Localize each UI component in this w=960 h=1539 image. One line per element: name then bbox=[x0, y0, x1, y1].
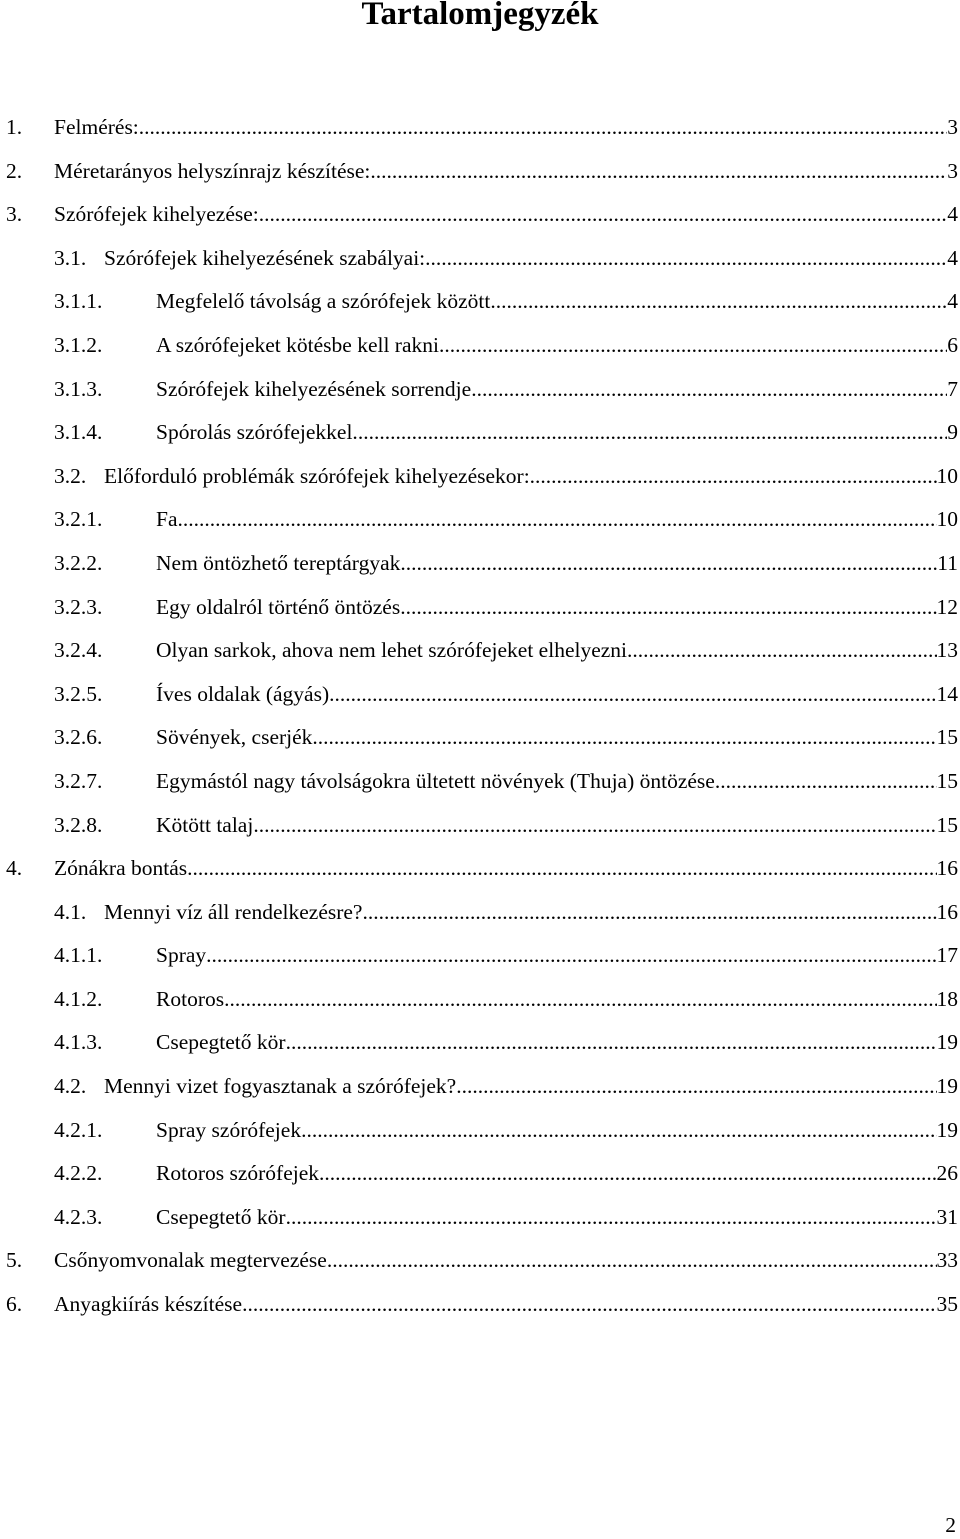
toc-entry[interactable] bbox=[0, 1065, 960, 1109]
toc-entry[interactable] bbox=[0, 280, 960, 324]
toc-entry-title: Egymástól nagy távolságokra ültetett növények (Thuja) öntözése bbox=[156, 768, 715, 793]
toc-entry-line bbox=[156, 766, 958, 796]
dot-leader bbox=[358, 417, 947, 447]
toc-entry-number: 4.2.3. bbox=[54, 1204, 103, 1229]
toc-entry-line bbox=[156, 679, 958, 709]
toc-entry-page: 18 bbox=[936, 986, 958, 1011]
toc-entry-page: 31 bbox=[936, 1204, 958, 1229]
toc-entry-page: 11 bbox=[937, 550, 958, 575]
toc-entry[interactable] bbox=[0, 673, 960, 717]
toc-entry-line bbox=[54, 156, 958, 186]
dot-leader bbox=[224, 984, 936, 1014]
toc-entry-number: 5. bbox=[6, 1248, 23, 1273]
toc-entry[interactable] bbox=[0, 1283, 960, 1327]
toc-entry[interactable] bbox=[0, 1021, 960, 1065]
dot-leader bbox=[362, 897, 936, 927]
toc-entry-page: 16 bbox=[936, 899, 958, 924]
toc-entry[interactable] bbox=[0, 760, 960, 804]
toc-entry-number: 4.2. bbox=[54, 1074, 87, 1099]
toc-entry-number: 4.1.2. bbox=[54, 986, 103, 1011]
toc-entry[interactable] bbox=[0, 629, 960, 673]
toc-entry-page: 15 bbox=[936, 812, 958, 837]
toc-entry-page: 15 bbox=[936, 768, 958, 793]
toc-entry-line bbox=[156, 374, 958, 404]
dot-leader bbox=[444, 330, 947, 360]
toc-entry-title: Anyagkiírás készítése bbox=[54, 1292, 243, 1317]
toc-entry[interactable] bbox=[0, 1152, 960, 1196]
toc-entry-page: 16 bbox=[936, 856, 958, 881]
toc-entry-number: 4.2.2. bbox=[54, 1161, 103, 1186]
page-title: Tartalomjegyzék bbox=[361, 0, 599, 32]
dot-leader bbox=[187, 853, 936, 883]
toc-entry-page: 7 bbox=[947, 376, 958, 401]
toc-entry-page: 26 bbox=[936, 1161, 958, 1186]
toc-entry-line bbox=[156, 722, 958, 752]
dot-leader bbox=[530, 461, 937, 491]
dot-leader bbox=[715, 766, 937, 796]
dot-leader bbox=[627, 635, 936, 665]
toc-entry-number: 3. bbox=[6, 202, 23, 227]
toc-entry-number: 4.1. bbox=[54, 899, 87, 924]
toc-entry-line bbox=[156, 940, 958, 970]
dot-leader bbox=[206, 940, 936, 970]
toc-entry[interactable] bbox=[0, 237, 960, 281]
toc-entry-page: 19 bbox=[936, 1117, 958, 1142]
toc-entry-line bbox=[156, 548, 958, 578]
toc-entry[interactable] bbox=[0, 498, 960, 542]
toc-entry-title: Sövények, cserjék bbox=[156, 725, 313, 750]
toc-entry-page: 10 bbox=[936, 507, 958, 532]
dot-leader bbox=[327, 1245, 937, 1275]
toc-entry-number: 3.2.6. bbox=[54, 725, 103, 750]
dot-leader bbox=[242, 1289, 936, 1319]
toc-entry-line bbox=[156, 810, 958, 840]
toc-entry-title: Rotoros szórófejek bbox=[156, 1161, 320, 1186]
toc-entry[interactable] bbox=[0, 1109, 960, 1153]
dot-leader bbox=[319, 1158, 936, 1188]
toc-entry-line bbox=[156, 1158, 958, 1188]
toc-entry-line bbox=[156, 286, 958, 316]
toc-entry-page: 12 bbox=[936, 594, 958, 619]
toc-entry-title: Spray bbox=[156, 943, 207, 968]
toc-entry-page: 19 bbox=[936, 1074, 958, 1099]
toc-entry-number: 3.1.1. bbox=[54, 289, 103, 314]
toc-entry-line bbox=[104, 1071, 958, 1101]
toc-entry-number: 3.2.2. bbox=[54, 550, 103, 575]
toc-entry-number: 3.2.8. bbox=[54, 812, 103, 837]
toc-entry-title: Felmérés: bbox=[54, 115, 139, 139]
table-of-contents bbox=[0, 106, 960, 1327]
toc-entry-number: 4.1.1. bbox=[54, 943, 103, 968]
dot-leader bbox=[259, 199, 947, 229]
toc-entry-title: Csőnyomvonalak megtervezése bbox=[54, 1248, 327, 1273]
toc-entry-line bbox=[156, 330, 958, 360]
toc-entry[interactable] bbox=[0, 847, 960, 891]
toc-entry-line bbox=[54, 853, 958, 883]
toc-entry-page: 9 bbox=[947, 420, 958, 445]
dot-leader bbox=[456, 1071, 936, 1101]
toc-entry-title: Csepegtető kör bbox=[156, 1030, 286, 1055]
toc-entry-page: 13 bbox=[936, 638, 958, 663]
toc-entry-line bbox=[54, 1289, 958, 1319]
toc-entry-page: 3 bbox=[947, 158, 958, 183]
toc-entry-page: 6 bbox=[947, 332, 958, 357]
toc-entry-number: 3.1.3. bbox=[54, 376, 103, 401]
dot-leader bbox=[496, 286, 948, 316]
page-number: 2 bbox=[945, 1513, 956, 1537]
toc-entry-line bbox=[54, 199, 958, 229]
toc-entry-title: Méretarányos helyszínrajz készítése: bbox=[54, 158, 371, 183]
toc-entry[interactable] bbox=[0, 934, 960, 978]
toc-entry-title: Spray szórófejek bbox=[156, 1117, 302, 1142]
toc-entry-number: 3.2.1. bbox=[54, 507, 103, 532]
dot-leader bbox=[312, 722, 936, 752]
toc-entry-line bbox=[104, 897, 958, 927]
dot-leader bbox=[286, 1027, 937, 1057]
toc-entry-line bbox=[156, 592, 958, 622]
toc-entry-line bbox=[156, 504, 958, 534]
toc-entry-page: 14 bbox=[936, 681, 958, 706]
toc-entry[interactable] bbox=[0, 804, 960, 848]
toc-entry[interactable] bbox=[0, 455, 960, 499]
toc-entry-title: Rotoros bbox=[156, 986, 225, 1011]
toc-entry-title: Szórófejek kihelyezésének szabályai: bbox=[104, 245, 426, 270]
toc-entry-page: 4 bbox=[947, 245, 958, 270]
toc-entry-title: Fa bbox=[156, 507, 178, 532]
toc-entry-title: Szórófejek kihelyezésének sorrendje bbox=[156, 376, 472, 401]
toc-entry-title: Szórófejek kihelyezése: bbox=[54, 202, 259, 227]
toc-entry-number: 3.2. bbox=[54, 463, 87, 488]
toc-entry-number: 3.2.5. bbox=[54, 681, 103, 706]
dot-leader bbox=[400, 548, 937, 578]
toc-entry[interactable] bbox=[0, 978, 960, 1022]
dot-leader bbox=[301, 1115, 936, 1145]
toc-entry[interactable] bbox=[0, 1196, 960, 1240]
toc-entry-title: Egy oldalról történő öntözés bbox=[156, 594, 401, 619]
toc-entry[interactable] bbox=[0, 324, 960, 368]
dot-leader bbox=[253, 810, 936, 840]
toc-entry-page: 17 bbox=[936, 943, 958, 968]
toc-entry-number: 3.2.3. bbox=[54, 594, 103, 619]
toc-entry[interactable] bbox=[0, 542, 960, 586]
toc-entry-page: 3 bbox=[947, 115, 958, 139]
toc-entry-line bbox=[156, 1115, 958, 1145]
toc-entry[interactable] bbox=[0, 411, 960, 455]
toc-entry-title: Előforduló problémák szórófejek kihelyezésekor: bbox=[104, 463, 530, 488]
toc-entry-line bbox=[156, 1202, 958, 1232]
toc-entry-page: 4 bbox=[947, 289, 958, 314]
toc-entry[interactable] bbox=[0, 1239, 960, 1283]
toc-entry-page: 33 bbox=[936, 1248, 958, 1273]
toc-entry-line bbox=[156, 1027, 958, 1057]
toc-entry-line bbox=[104, 243, 958, 273]
dot-leader bbox=[471, 374, 947, 404]
toc-entry[interactable] bbox=[0, 193, 960, 237]
toc-entry-line bbox=[54, 112, 958, 142]
toc-entry-title: Olyan sarkok, ahova nem lehet szórófejeket elhelyezni bbox=[156, 638, 628, 663]
toc-entry-title: Nem öntözhető tereptárgyak bbox=[156, 550, 401, 575]
dot-leader bbox=[178, 504, 937, 534]
toc-entry-number: 3.1. bbox=[54, 245, 87, 270]
toc-entry[interactable] bbox=[0, 891, 960, 935]
toc-entry-number: 3.2.7. bbox=[54, 768, 103, 793]
toc-entry-title: Mennyi vizet fogyasztanak a szórófejek? bbox=[104, 1074, 457, 1099]
toc-entry-line bbox=[156, 635, 958, 665]
toc-entry-page: 4 bbox=[947, 202, 958, 227]
toc-entry-title: Spórolás szórófejekkel. bbox=[156, 420, 358, 445]
dot-leader bbox=[425, 243, 947, 273]
toc-entry-line bbox=[156, 417, 958, 447]
toc-entry-line bbox=[54, 1245, 958, 1275]
dot-leader bbox=[286, 1202, 937, 1232]
toc-entry-number: 3.1.4. bbox=[54, 420, 103, 445]
toc-entry[interactable] bbox=[0, 716, 960, 760]
dot-leader bbox=[139, 112, 947, 142]
dot-leader bbox=[329, 679, 936, 709]
toc-entry-title: Mennyi víz áll rendelkezésre? bbox=[104, 899, 363, 924]
toc-entry-number: 4.1.3. bbox=[54, 1030, 103, 1055]
toc-entry-number: 2. bbox=[6, 158, 23, 183]
toc-entry-title: A szórófejeket kötésbe kell rakni. bbox=[156, 332, 445, 357]
toc-entry-title: Kötött talaj bbox=[156, 812, 254, 837]
toc-entry-page: 10 bbox=[936, 463, 958, 488]
dot-leader bbox=[400, 592, 936, 622]
toc-entry-number: 1. bbox=[6, 115, 23, 139]
toc-entry-number: 4. bbox=[6, 856, 23, 881]
toc-entry-title: Megfelelő távolság a szórófejek között. bbox=[156, 289, 496, 314]
toc-entry-number: 6. bbox=[6, 1292, 23, 1317]
toc-entry-line bbox=[156, 984, 958, 1014]
dot-leader bbox=[370, 156, 947, 186]
toc-entry-title: Zónákra bontás bbox=[54, 856, 188, 881]
toc-entry-page: 15 bbox=[936, 725, 958, 750]
toc-entry-page: 19 bbox=[936, 1030, 958, 1055]
toc-entry-title: Íves oldalak (ágyás) bbox=[156, 681, 330, 706]
toc-entry-number: 3.2.4. bbox=[54, 638, 103, 663]
toc-entry[interactable] bbox=[0, 586, 960, 630]
toc-entry[interactable] bbox=[0, 368, 960, 412]
toc-entry-page: 35 bbox=[936, 1292, 958, 1317]
toc-entry-line bbox=[104, 461, 958, 491]
toc-entry[interactable] bbox=[0, 106, 960, 150]
toc-entry-number: 4.2.1. bbox=[54, 1117, 103, 1142]
toc-entry-number: 3.1.2. bbox=[54, 332, 103, 357]
toc-entry[interactable] bbox=[0, 150, 960, 194]
toc-entry-title: Csepegtető kör bbox=[156, 1204, 286, 1229]
